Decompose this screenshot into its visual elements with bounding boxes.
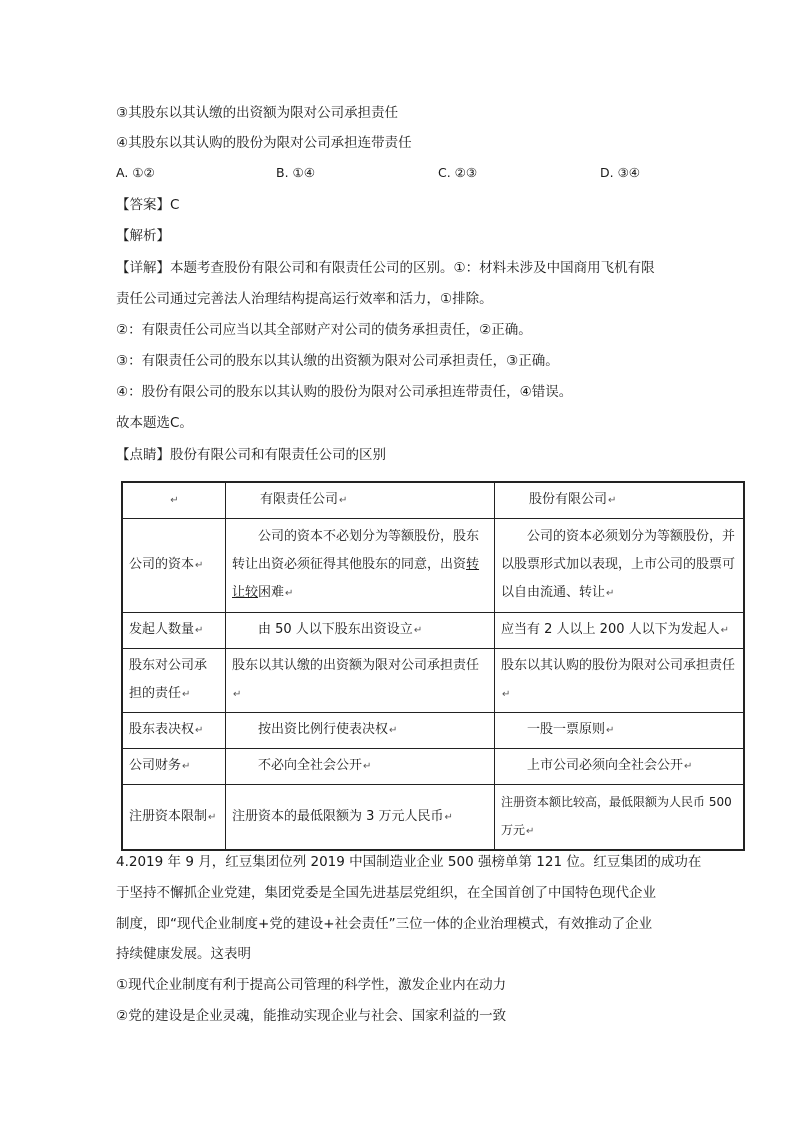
detail-line-1: 【详解】本题考查股份有限公司和有限责任公司的区别。①：材料未涉及中国商用飞机有限 — [116, 260, 655, 276]
row-jsc-capital: 公司的资本必须划分为等额股份，并以股票形式加以表现，上市公司的股票可以自由流通、转让↵ — [495, 519, 745, 613]
row-jsc-voting: 一股一票原则↵ — [495, 713, 745, 749]
statement-4: ④其股东以其认购的股份为限对公司承担连带责任 — [116, 135, 412, 151]
analysis-heading: 【解析】 — [116, 228, 170, 244]
row-llc-liability: 股东以其认缴的出资额为限对公司承担责任↵ — [226, 649, 495, 713]
conclusion-line: 故本题选C。 — [116, 415, 193, 431]
option-c: C. ②③ — [438, 165, 478, 180]
detail-line-5: ④：股份有限公司的股东以其认购的股份为限对公司承担连带责任，④错误。 — [116, 384, 573, 400]
row-llc-finance: 不必向全社会公开↵ — [226, 749, 495, 785]
table-row — [122, 713, 744, 749]
option-a: A. ①② — [116, 165, 155, 180]
row-label-liability: 股东对公司承担的责任↵ — [122, 649, 226, 713]
row-label-founders: 发起人数量↵ — [122, 613, 226, 649]
row-llc-founders: 由 50 人以下股东出资设立↵ — [226, 613, 495, 649]
row-jsc-finance: 上市公司必须向全社会公开↵ — [495, 749, 745, 785]
detail-line-4: ③：有限责任公司的股东以其认缴的出资额为限对公司承担责任，③正确。 — [116, 353, 559, 369]
row-label-registered-capital: 注册资本限制↵ — [122, 785, 226, 851]
row-label-capital: 公司的资本↵ — [122, 519, 226, 613]
row-jsc-liability: 股东以其认购的股份为限对公司承担责任↵ — [495, 649, 745, 713]
table-header-empty: ↵ — [122, 482, 226, 519]
question-4-line-4: 持续健康发展。这表明 — [116, 946, 251, 962]
row-label-finance: 公司财务↵ — [122, 749, 226, 785]
row-label-voting: 股东表决权↵ — [122, 713, 226, 749]
row-llc-registered-capital: 注册资本的最低限额为 3 万元人民币↵ — [226, 785, 495, 851]
comparison-table — [121, 481, 745, 851]
statement-3: ③其股东以其认缴的出资额为限对公司承担责任 — [116, 105, 399, 121]
answer-line: 【答案】C — [116, 197, 180, 213]
option-b: B. ①④ — [276, 165, 315, 180]
question-4-statement-1: ①现代企业制度有利于提高公司管理的科学性，激发企业内在动力 — [116, 977, 507, 993]
detail-line-3: ②：有限责任公司应当以其全部财产对公司的债务承担责任，②正确。 — [116, 322, 532, 338]
table-row — [122, 613, 744, 649]
option-d: D. ③④ — [600, 165, 640, 180]
question-4-statement-2: ②党的建设是企业灵魂，能推动实现企业与社会、国家利益的一致 — [116, 1008, 507, 1024]
question-4-line-1: 4.2019 年 9 月，红豆集团位列 2019 中国制造业企业 500 强榜单第 121 位。红豆集团的成功在 — [116, 854, 702, 870]
table-header-jsc: 股份有限公司↵ — [495, 482, 745, 519]
row-jsc-registered-capital: 注册资本额比较高，最低限额为人民币 500 万元↵ — [495, 785, 745, 851]
tip-line: 【点睛】股份有限公司和有限责任公司的区别 — [116, 447, 386, 463]
row-llc-capital: 公司的资本不必划分为等额股份，股东转让出资必须征得其他股东的同意，出资转让较困难↵ — [226, 519, 495, 613]
table-row — [122, 649, 744, 713]
detail-line-2: 责任公司通过完善法人治理结构提高运行效率和活力，①排除。 — [116, 291, 493, 307]
row-llc-voting: 按出资比例行使表决权↵ — [226, 713, 495, 749]
table-header-llc: 有限责任公司↵ — [226, 482, 495, 519]
table-header-row — [122, 482, 744, 519]
table-row — [122, 519, 744, 613]
table-row — [122, 749, 744, 785]
table-row — [122, 785, 744, 851]
row-jsc-founders: 应当有 2 人以上 200 人以下为发起人↵ — [495, 613, 745, 649]
question-4-line-3: 制度，即“现代企业制度+党的建设+社会责任”三位一体的企业治理模式，有效推动了企业 — [116, 916, 653, 932]
question-4-line-2: 于坚持不懈抓企业党建，集团党委是全国先进基层党组织，在全国首创了中国特色现代企业 — [116, 885, 656, 901]
